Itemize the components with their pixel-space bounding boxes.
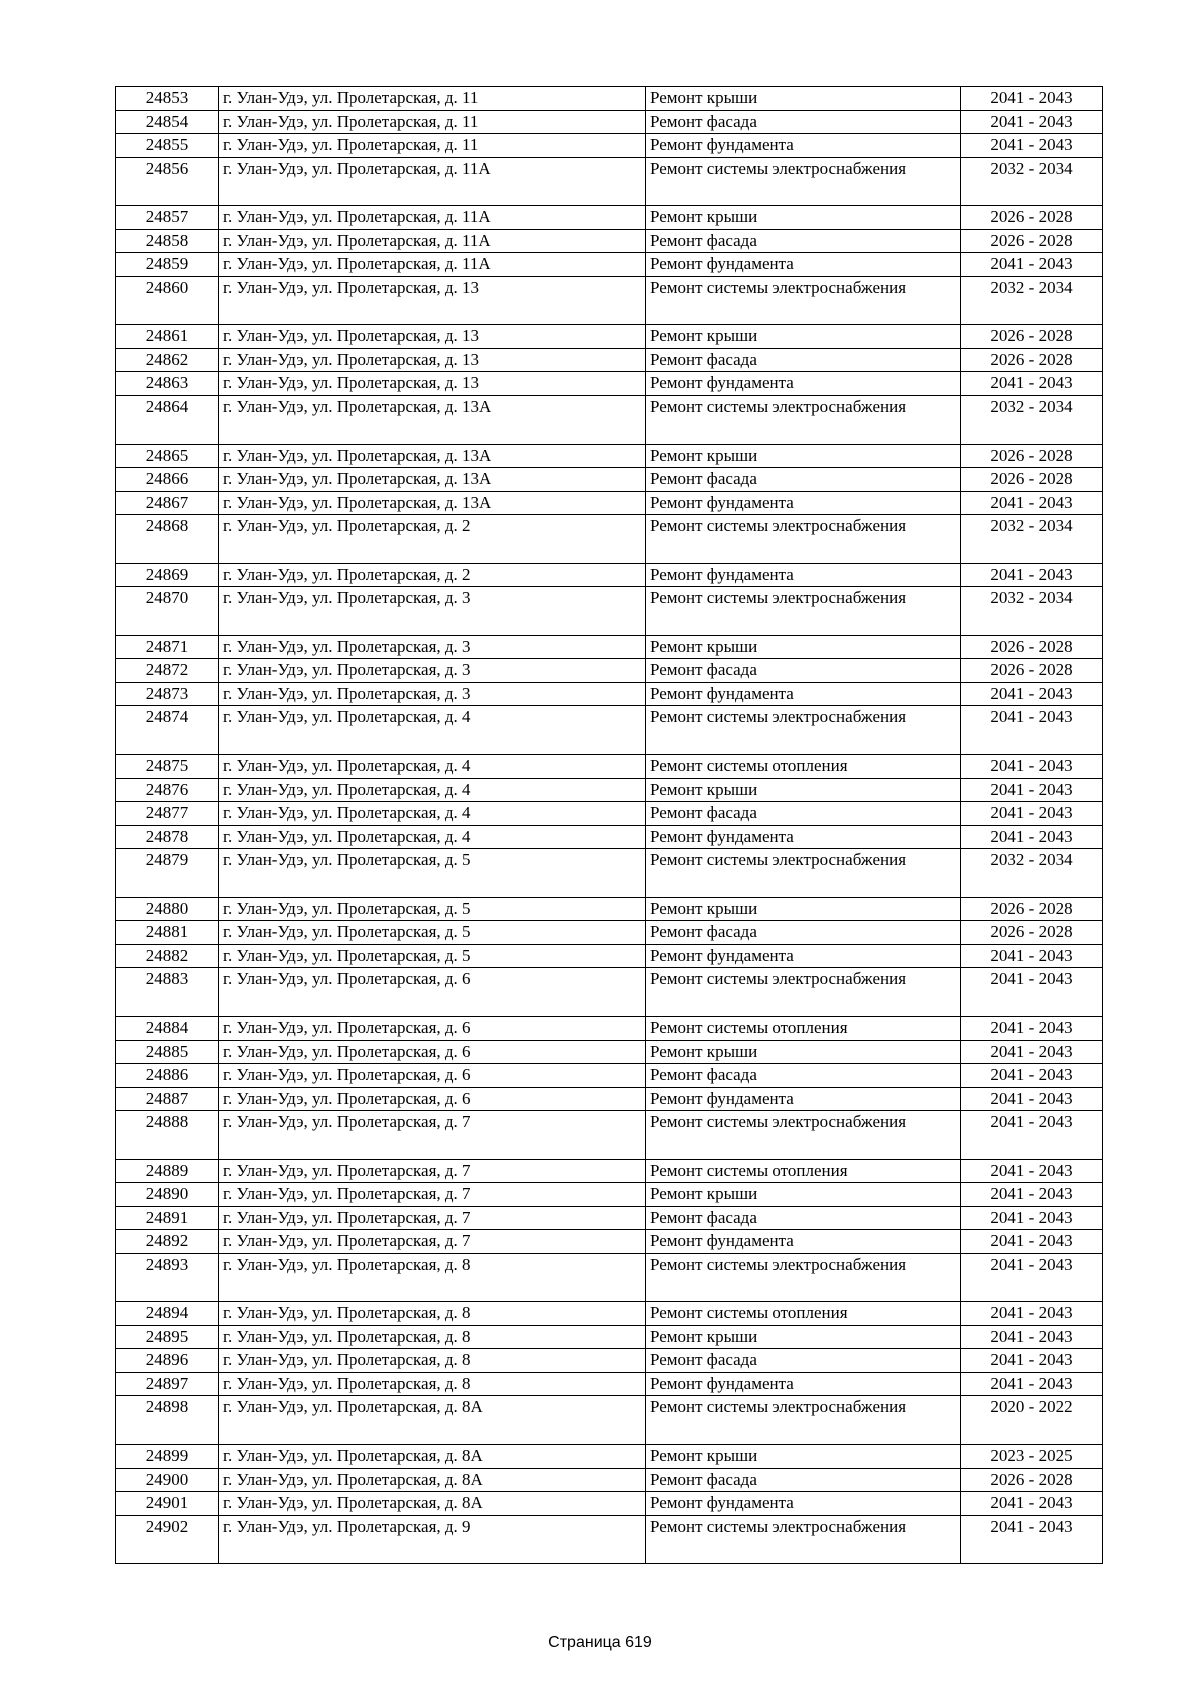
cell-work-type: Ремонт системы электроснабжения: [646, 1515, 961, 1564]
cell-address: г. Улан-Удэ, ул. Пролетарская, д. 3: [219, 587, 646, 636]
table-row: [116, 395, 1103, 444]
table-row: [116, 110, 1103, 134]
cell-number: 24869: [116, 563, 219, 587]
cell-period: 2032 - 2034: [961, 849, 1103, 898]
table-row: [116, 468, 1103, 492]
cell-number: 24881: [116, 921, 219, 945]
cell-address: г. Улан-Удэ, ул. Пролетарская, д. 8: [219, 1349, 646, 1373]
repair-schedule-table: [115, 86, 1103, 1564]
cell-period: 2041 - 2043: [961, 563, 1103, 587]
cell-number: 24877: [116, 802, 219, 826]
table-row: [116, 1206, 1103, 1230]
cell-address: г. Улан-Удэ, ул. Пролетарская, д. 4: [219, 802, 646, 826]
cell-address: г. Улан-Удэ, ул. Пролетарская, д. 7: [219, 1159, 646, 1183]
cell-work-type: Ремонт фасада: [646, 1349, 961, 1373]
cell-address: г. Улан-Удэ, ул. Пролетарская, д. 8А: [219, 1396, 646, 1445]
cell-work-type: Ремонт фасада: [646, 1064, 961, 1088]
cell-period: 2041 - 2043: [961, 755, 1103, 779]
cell-period: 2032 - 2034: [961, 276, 1103, 325]
cell-period: 2026 - 2028: [961, 897, 1103, 921]
cell-work-type: Ремонт фундамента: [646, 491, 961, 515]
cell-period: 2026 - 2028: [961, 229, 1103, 253]
cell-period: 2041 - 2043: [961, 1087, 1103, 1111]
cell-period: 2041 - 2043: [961, 706, 1103, 755]
table-row: [116, 1515, 1103, 1564]
cell-work-type: Ремонт фундамента: [646, 1087, 961, 1111]
cell-work-type: Ремонт крыши: [646, 778, 961, 802]
cell-period: 2041 - 2043: [961, 1017, 1103, 1041]
cell-period: 2041 - 2043: [961, 253, 1103, 277]
cell-number: 24884: [116, 1017, 219, 1041]
cell-period: 2041 - 2043: [961, 1040, 1103, 1064]
cell-work-type: Ремонт крыши: [646, 325, 961, 349]
cell-period: 2026 - 2028: [961, 1468, 1103, 1492]
cell-number: 24890: [116, 1183, 219, 1207]
cell-period: 2041 - 2043: [961, 944, 1103, 968]
cell-work-type: Ремонт фундамента: [646, 825, 961, 849]
cell-address: г. Улан-Удэ, ул. Пролетарская, д. 4: [219, 755, 646, 779]
table-row: [116, 157, 1103, 206]
cell-number: 24894: [116, 1302, 219, 1326]
cell-work-type: Ремонт системы отопления: [646, 755, 961, 779]
cell-address: г. Улан-Удэ, ул. Пролетарская, д. 7: [219, 1230, 646, 1254]
cell-number: 24873: [116, 682, 219, 706]
cell-number: 24888: [116, 1111, 219, 1160]
cell-address: г. Улан-Удэ, ул. Пролетарская, д. 13А: [219, 491, 646, 515]
cell-address: г. Улан-Удэ, ул. Пролетарская, д. 13: [219, 276, 646, 325]
cell-work-type: Ремонт системы отопления: [646, 1302, 961, 1326]
table-row: [116, 921, 1103, 945]
cell-work-type: Ремонт системы электроснабжения: [646, 515, 961, 564]
table-row: [116, 778, 1103, 802]
cell-address: г. Улан-Удэ, ул. Пролетарская, д. 7: [219, 1183, 646, 1207]
table-row: [116, 825, 1103, 849]
cell-number: 24893: [116, 1253, 219, 1302]
cell-period: 2020 - 2022: [961, 1396, 1103, 1445]
cell-address: г. Улан-Удэ, ул. Пролетарская, д. 5: [219, 849, 646, 898]
cell-work-type: Ремонт крыши: [646, 897, 961, 921]
table-row: [116, 755, 1103, 779]
cell-address: г. Улан-Удэ, ул. Пролетарская, д. 6: [219, 1040, 646, 1064]
table-row: [116, 849, 1103, 898]
table-row: [116, 1159, 1103, 1183]
table-row: [116, 206, 1103, 230]
cell-number: 24895: [116, 1325, 219, 1349]
cell-period: 2026 - 2028: [961, 348, 1103, 372]
cell-address: г. Улан-Удэ, ул. Пролетарская, д. 2: [219, 515, 646, 564]
table-row: [116, 1396, 1103, 1445]
table-row: [116, 1372, 1103, 1396]
cell-number: 24859: [116, 253, 219, 277]
cell-number: 24899: [116, 1445, 219, 1469]
cell-period: 2041 - 2043: [961, 1111, 1103, 1160]
table-row: [116, 1302, 1103, 1326]
cell-period: 2032 - 2034: [961, 395, 1103, 444]
cell-period: 2041 - 2043: [961, 1325, 1103, 1349]
cell-address: г. Улан-Удэ, ул. Пролетарская, д. 11А: [219, 253, 646, 277]
cell-period: 2026 - 2028: [961, 635, 1103, 659]
cell-number: 24886: [116, 1064, 219, 1088]
table-row: [116, 515, 1103, 564]
cell-address: г. Улан-Удэ, ул. Пролетарская, д. 5: [219, 921, 646, 945]
table-row: [116, 1468, 1103, 1492]
cell-number: 24887: [116, 1087, 219, 1111]
cell-address: г. Улан-Удэ, ул. Пролетарская, д. 11: [219, 134, 646, 158]
table-row: [116, 1492, 1103, 1516]
table-row: [116, 682, 1103, 706]
cell-period: 2041 - 2043: [961, 1253, 1103, 1302]
cell-work-type: Ремонт фасада: [646, 229, 961, 253]
cell-address: г. Улан-Удэ, ул. Пролетарская, д. 13А: [219, 395, 646, 444]
cell-work-type: Ремонт крыши: [646, 1183, 961, 1207]
cell-work-type: Ремонт крыши: [646, 87, 961, 111]
cell-number: 24889: [116, 1159, 219, 1183]
table-row: [116, 491, 1103, 515]
cell-number: 24855: [116, 134, 219, 158]
cell-address: г. Улан-Удэ, ул. Пролетарская, д. 13: [219, 372, 646, 396]
cell-period: 2041 - 2043: [961, 778, 1103, 802]
table-row: [116, 1111, 1103, 1160]
cell-address: г. Улан-Удэ, ул. Пролетарская, д. 5: [219, 944, 646, 968]
cell-address: г. Улан-Удэ, ул. Пролетарская, д. 11: [219, 110, 646, 134]
table-row: [116, 1445, 1103, 1469]
table-row: [116, 1349, 1103, 1373]
cell-number: 24874: [116, 706, 219, 755]
cell-period: 2032 - 2034: [961, 157, 1103, 206]
cell-number: 24897: [116, 1372, 219, 1396]
cell-period: 2041 - 2043: [961, 1159, 1103, 1183]
cell-work-type: Ремонт фасада: [646, 1206, 961, 1230]
table-row: [116, 1040, 1103, 1064]
cell-work-type: Ремонт фасада: [646, 110, 961, 134]
table-row: [116, 659, 1103, 683]
cell-work-type: Ремонт фундамента: [646, 372, 961, 396]
table-row: [116, 1087, 1103, 1111]
cell-work-type: Ремонт фундамента: [646, 944, 961, 968]
cell-work-type: Ремонт системы электроснабжения: [646, 587, 961, 636]
cell-work-type: Ремонт фасада: [646, 1468, 961, 1492]
cell-address: г. Улан-Удэ, ул. Пролетарская, д. 4: [219, 778, 646, 802]
cell-period: 2041 - 2043: [961, 968, 1103, 1017]
cell-work-type: Ремонт фундамента: [646, 1372, 961, 1396]
cell-address: г. Улан-Удэ, ул. Пролетарская, д. 8: [219, 1253, 646, 1302]
cell-work-type: Ремонт фасада: [646, 659, 961, 683]
table-row: [116, 372, 1103, 396]
cell-number: 24901: [116, 1492, 219, 1516]
cell-number: 24879: [116, 849, 219, 898]
cell-address: г. Улан-Удэ, ул. Пролетарская, д. 3: [219, 659, 646, 683]
cell-work-type: Ремонт системы электроснабжения: [646, 1253, 961, 1302]
cell-number: 24892: [116, 1230, 219, 1254]
page-number: Страница 619: [548, 1634, 652, 1651]
cell-number: 24872: [116, 659, 219, 683]
cell-work-type: Ремонт системы электроснабжения: [646, 1111, 961, 1160]
cell-period: 2041 - 2043: [961, 1349, 1103, 1373]
cell-period: 2026 - 2028: [961, 921, 1103, 945]
cell-number: 24878: [116, 825, 219, 849]
table-row: [116, 325, 1103, 349]
cell-period: 2026 - 2028: [961, 325, 1103, 349]
cell-address: г. Улан-Удэ, ул. Пролетарская, д. 8А: [219, 1492, 646, 1516]
cell-number: 24880: [116, 897, 219, 921]
cell-number: 24870: [116, 587, 219, 636]
cell-work-type: Ремонт крыши: [646, 1445, 961, 1469]
cell-work-type: Ремонт системы электроснабжения: [646, 849, 961, 898]
cell-number: 24902: [116, 1515, 219, 1564]
cell-address: г. Улан-Удэ, ул. Пролетарская, д. 7: [219, 1206, 646, 1230]
cell-work-type: Ремонт фасада: [646, 468, 961, 492]
cell-period: 2041 - 2043: [961, 682, 1103, 706]
cell-work-type: Ремонт фасада: [646, 921, 961, 945]
cell-period: 2041 - 2043: [961, 1206, 1103, 1230]
cell-number: 24861: [116, 325, 219, 349]
table-row: [116, 1230, 1103, 1254]
cell-number: 24865: [116, 444, 219, 468]
cell-work-type: Ремонт фундамента: [646, 682, 961, 706]
cell-period: 2026 - 2028: [961, 444, 1103, 468]
cell-period: 2041 - 2043: [961, 110, 1103, 134]
cell-number: 24864: [116, 395, 219, 444]
table-body: [116, 87, 1103, 1564]
cell-address: г. Улан-Удэ, ул. Пролетарская, д. 6: [219, 1017, 646, 1041]
cell-number: 24866: [116, 468, 219, 492]
cell-number: 24891: [116, 1206, 219, 1230]
cell-work-type: Ремонт фасада: [646, 348, 961, 372]
cell-address: г. Улан-Удэ, ул. Пролетарская, д. 5: [219, 897, 646, 921]
cell-work-type: Ремонт фундамента: [646, 253, 961, 277]
cell-work-type: Ремонт фундамента: [646, 134, 961, 158]
cell-address: г. Улан-Удэ, ул. Пролетарская, д. 13А: [219, 468, 646, 492]
cell-work-type: Ремонт фундамента: [646, 563, 961, 587]
cell-period: 2041 - 2043: [961, 1064, 1103, 1088]
cell-number: 24883: [116, 968, 219, 1017]
cell-number: 24853: [116, 87, 219, 111]
cell-number: 24882: [116, 944, 219, 968]
cell-period: 2041 - 2043: [961, 825, 1103, 849]
cell-period: 2026 - 2028: [961, 468, 1103, 492]
table-row: [116, 1253, 1103, 1302]
cell-work-type: Ремонт фундамента: [646, 1492, 961, 1516]
table-row: [116, 968, 1103, 1017]
cell-number: 24854: [116, 110, 219, 134]
table-row: [116, 1183, 1103, 1207]
cell-number: 24863: [116, 372, 219, 396]
cell-address: г. Улан-Удэ, ул. Пролетарская, д. 8: [219, 1302, 646, 1326]
cell-address: г. Улан-Удэ, ул. Пролетарская, д. 6: [219, 1064, 646, 1088]
cell-period: 2041 - 2043: [961, 802, 1103, 826]
cell-work-type: Ремонт системы электроснабжения: [646, 1396, 961, 1445]
cell-period: 2041 - 2043: [961, 87, 1103, 111]
cell-address: г. Улан-Удэ, ул. Пролетарская, д. 13: [219, 348, 646, 372]
cell-number: 24876: [116, 778, 219, 802]
cell-period: 2041 - 2043: [961, 134, 1103, 158]
cell-number: 24898: [116, 1396, 219, 1445]
table-row: [116, 1325, 1103, 1349]
cell-number: 24875: [116, 755, 219, 779]
cell-number: 24867: [116, 491, 219, 515]
table-row: [116, 229, 1103, 253]
cell-address: г. Улан-Удэ, ул. Пролетарская, д. 3: [219, 682, 646, 706]
cell-period: 2041 - 2043: [961, 1515, 1103, 1564]
cell-period: 2041 - 2043: [961, 1230, 1103, 1254]
cell-work-type: Ремонт крыши: [646, 1040, 961, 1064]
cell-address: г. Улан-Удэ, ул. Пролетарская, д. 4: [219, 706, 646, 755]
cell-period: 2026 - 2028: [961, 206, 1103, 230]
table-row: [116, 444, 1103, 468]
cell-period: 2026 - 2028: [961, 659, 1103, 683]
cell-work-type: Ремонт фундамента: [646, 1230, 961, 1254]
cell-number: 24858: [116, 229, 219, 253]
cell-address: г. Улан-Удэ, ул. Пролетарская, д. 8А: [219, 1445, 646, 1469]
cell-work-type: Ремонт системы электроснабжения: [646, 706, 961, 755]
cell-period: 2041 - 2043: [961, 1372, 1103, 1396]
cell-period: 2041 - 2043: [961, 491, 1103, 515]
table-row: [116, 897, 1103, 921]
cell-address: г. Улан-Удэ, ул. Пролетарская, д. 11А: [219, 229, 646, 253]
cell-period: 2041 - 2043: [961, 372, 1103, 396]
table-row: [116, 1064, 1103, 1088]
cell-address: г. Улан-Удэ, ул. Пролетарская, д. 8: [219, 1325, 646, 1349]
table-row: [116, 276, 1103, 325]
cell-address: г. Улан-Удэ, ул. Пролетарская, д. 2: [219, 563, 646, 587]
table-row: [116, 802, 1103, 826]
cell-address: г. Улан-Удэ, ул. Пролетарская, д. 9: [219, 1515, 646, 1564]
cell-work-type: Ремонт системы отопления: [646, 1159, 961, 1183]
cell-number: 24860: [116, 276, 219, 325]
cell-work-type: Ремонт крыши: [646, 1325, 961, 1349]
cell-period: 2032 - 2034: [961, 587, 1103, 636]
cell-address: г. Улан-Удэ, ул. Пролетарская, д. 4: [219, 825, 646, 849]
cell-period: 2041 - 2043: [961, 1183, 1103, 1207]
table-row: [116, 563, 1103, 587]
table-row: [116, 348, 1103, 372]
cell-work-type: Ремонт системы электроснабжения: [646, 276, 961, 325]
cell-address: г. Улан-Удэ, ул. Пролетарская, д. 11: [219, 87, 646, 111]
cell-address: г. Улан-Удэ, ул. Пролетарская, д. 7: [219, 1111, 646, 1160]
cell-work-type: Ремонт системы отопления: [646, 1017, 961, 1041]
cell-period: 2041 - 2043: [961, 1302, 1103, 1326]
cell-work-type: Ремонт крыши: [646, 444, 961, 468]
cell-address: г. Улан-Удэ, ул. Пролетарская, д. 6: [219, 1087, 646, 1111]
cell-work-type: Ремонт крыши: [646, 635, 961, 659]
cell-period: 2023 - 2025: [961, 1445, 1103, 1469]
table-row: [116, 134, 1103, 158]
cell-work-type: Ремонт системы электроснабжения: [646, 968, 961, 1017]
table-row: [116, 1017, 1103, 1041]
cell-work-type: Ремонт системы электроснабжения: [646, 157, 961, 206]
table-row: [116, 587, 1103, 636]
cell-number: 24856: [116, 157, 219, 206]
cell-address: г. Улан-Удэ, ул. Пролетарская, д. 8А: [219, 1468, 646, 1492]
cell-number: 24871: [116, 635, 219, 659]
cell-number: 24862: [116, 348, 219, 372]
cell-address: г. Улан-Удэ, ул. Пролетарская, д. 11А: [219, 206, 646, 230]
table-row: [116, 944, 1103, 968]
cell-address: г. Улан-Удэ, ул. Пролетарская, д. 13А: [219, 444, 646, 468]
cell-number: 24857: [116, 206, 219, 230]
cell-address: г. Улан-Удэ, ул. Пролетарская, д. 6: [219, 968, 646, 1017]
cell-address: г. Улан-Удэ, ул. Пролетарская, д. 3: [219, 635, 646, 659]
table-row: [116, 706, 1103, 755]
cell-work-type: Ремонт крыши: [646, 206, 961, 230]
cell-number: 24885: [116, 1040, 219, 1064]
cell-work-type: Ремонт системы электроснабжения: [646, 395, 961, 444]
cell-work-type: Ремонт фасада: [646, 802, 961, 826]
cell-number: 24896: [116, 1349, 219, 1373]
cell-period: 2041 - 2043: [961, 1492, 1103, 1516]
table-row: [116, 253, 1103, 277]
cell-address: г. Улан-Удэ, ул. Пролетарская, д. 8: [219, 1372, 646, 1396]
cell-address: г. Улан-Удэ, ул. Пролетарская, д. 11А: [219, 157, 646, 206]
cell-period: 2032 - 2034: [961, 515, 1103, 564]
table-row: [116, 635, 1103, 659]
cell-address: г. Улан-Удэ, ул. Пролетарская, д. 13: [219, 325, 646, 349]
cell-number: 24868: [116, 515, 219, 564]
cell-number: 24900: [116, 1468, 219, 1492]
table-row: [116, 87, 1103, 111]
